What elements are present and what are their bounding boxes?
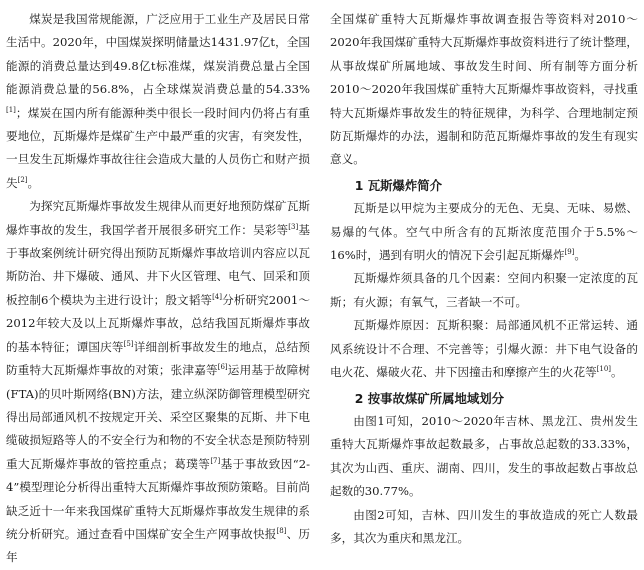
gas-definition-paragraph: 瓦斯是以甲烷为主要成分的无色、无臭、无味、易燃、易爆的气体。空气中所含有的瓦斯浓度范围介于5.5%～16%时，遇到有明火的情况下会引起瓦斯爆炸[9]。 <box>330 201 638 263</box>
citation-9[interactable]: [9] <box>564 248 575 257</box>
region-count-paragraph: 由图1可知，2010～2020年吉林、黑龙江、贵州发生重特大瓦斯爆炸事故起数最多，占事故总起数的33.33%，其次为山西、重庆、湖南、四川，发生的事故起数占事故总起数的30.77%。 <box>330 413 638 499</box>
citation-6[interactable]: [6] <box>217 363 228 372</box>
explosion-factors-paragraph: 瓦斯爆炸须具备的几个因素：空间内积聚一定浓度的瓦斯；有火源；有氧气，三者缺一不可。 <box>330 271 638 309</box>
citation-8[interactable]: [8] <box>276 527 287 536</box>
intro-paragraph: 煤炭是我国常规能源，广泛应用于工业生产及居民日常生活中。2020年，中国煤炭探明储量达1431.97亿t，全国能源的消费总量达到49.8亿t标准煤，煤炭消费总量占全国能源消费总量的56.8%，占全球煤炭消费总量的54.33%[1]；煤炭在国内所有能源种类中很长一段时间内仍将占有重要地位，瓦斯爆炸是煤矿生产中最严重的灾害，有突发性，一旦发生瓦斯爆炸事故往往会造成大量的人员伤亡和财产损失[2]。 <box>6 12 310 190</box>
literature-review-paragraph: 为探究瓦斯爆炸事故发生规律从而更好地预防煤矿瓦斯爆炸事故的发生，我国学者开展很多研究工作：吴彩等[3]基于事故案例统计研究得出预防瓦斯爆炸事故培训内容应以瓦斯防治、井下爆破、通风、井下火区管理、电气、回采和顶板控制6个模块为主进行设计；殷文韬等[4]分析研究2001～2012年较大及以上瓦斯爆炸事故，总结我国瓦斯爆炸事故的基本特征；谭国庆等[5]详细剖析事故发生的地点，总结预防重特大瓦斯爆炸事故的对策；张津嘉等[6]运用基于故障树(FTA)的贝叶斯网络(BN)方法，建立纵深防御管理模型研究得出局部通风机不按规定开关、采空区聚集的瓦斯、井下电缆破损短路等人的不安全行为和物的不安全状态是预防特别重大瓦斯爆炸事故的管控重点；葛璞等[7]基于事故致因“2-4”模型理论分析得出重特大瓦斯爆炸事故预防策略。目前尚缺乏近十一年来我国煤矿重特大瓦斯爆炸事故发生规律的系统分析研究。通过查看中国煤矿安全生产网事故快报[8]、历年 <box>6 199 310 565</box>
citation-5[interactable]: [5] <box>123 339 134 348</box>
citation-10[interactable]: [10] <box>596 365 612 374</box>
section-heading-2: 2 按事故煤矿所属地域划分 <box>354 390 505 406</box>
citation-2[interactable]: [2] <box>17 175 28 184</box>
citation-7[interactable]: [7] <box>210 456 221 465</box>
citation-4[interactable]: [4] <box>212 293 222 302</box>
section-heading-1: 1 瓦斯爆炸简介 <box>354 177 443 193</box>
citation-3[interactable]: [3] <box>288 222 299 231</box>
region-deaths-paragraph: 由图2可知，吉林、四川发生的事故造成的死亡人数最多，其次为重庆和黑龙江。 <box>330 507 638 545</box>
left-column <box>6 8 310 570</box>
continued-paragraph: 全国煤矿重特大瓦斯爆炸事故调查报告等资料对2010～2020年我国煤矿重特大瓦斯爆炸事故资料进行了统计整理，从事故煤矿所属地域、事故发生时间、所有制等方面分析2010～2020年我国煤矿重特大瓦斯爆炸事故资料，寻找重特大瓦斯爆炸事故发生的特征规律，为科学、合理地制定预防瓦斯爆炸的办法，遏制和防范瓦斯爆炸事故的发生有现实意义。 <box>330 12 638 167</box>
right-column <box>330 8 638 550</box>
explosion-causes-paragraph: 瓦斯爆炸原因：瓦斯积聚：局部通风机不正常运转、通风系统设计不合理、不完善等；引爆火源：井下电气设备的电火花、爆破火花、井下因撞击和摩擦产生的火花等[10]。 <box>330 318 638 380</box>
citation-1[interactable]: [1] <box>6 105 16 114</box>
